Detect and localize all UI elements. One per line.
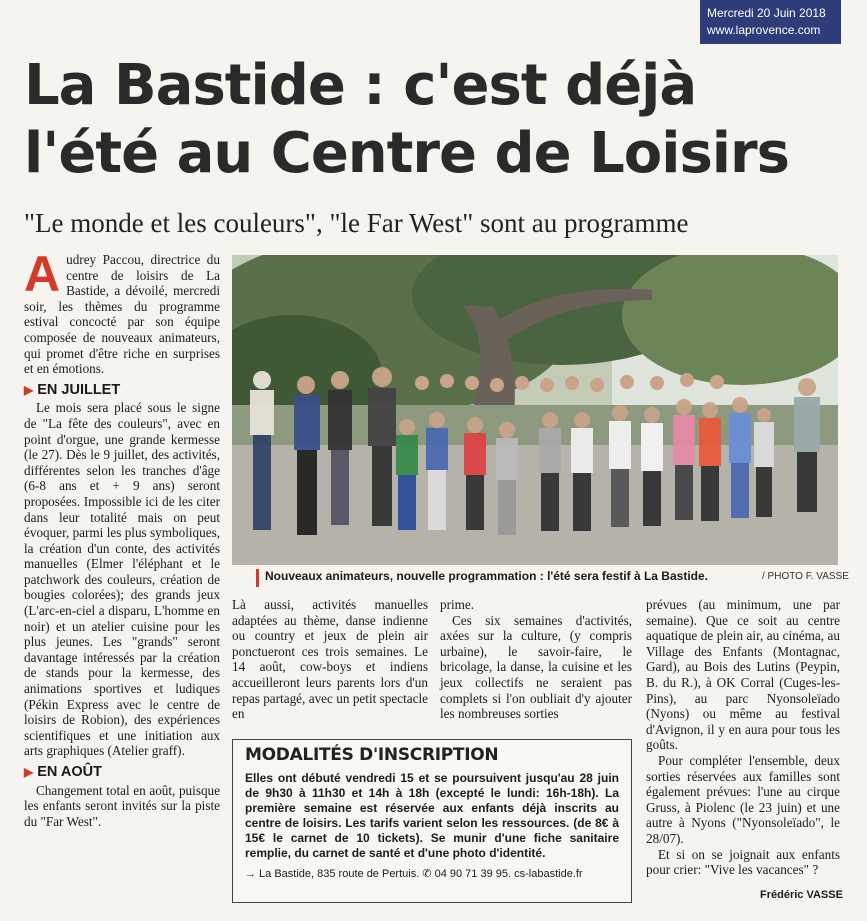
photo-caption: Nouveaux animateurs, nouvelle programmation : l'été sera festif à La Bastide. [256,569,838,587]
col3-paragraph: prime. [440,597,475,612]
col2-paragraph: Là aussi, activités manuelles adaptées au thème, danse indienne ou country et jeux de plein air ponctueront ces trois semaines. Le 14 août, cow-boys et indiens accueilleront leurs parents lors d'un repas partagé, avec un petit spectacle en [232,597,428,722]
col4-paragraph-3: Et si on se joignait aux enfants pour crier: "Vive les vacances" ? [646,846,840,878]
article-column-1 [24,246,220,829]
intro-paragraph [24,246,220,377]
section-heading-juillet [24,383,220,399]
triangle-bullet-icon: ▶ [24,382,34,397]
section-heading-aout [24,765,220,781]
website-link[interactable]: www.laprovence.com [707,23,821,37]
group-photo [232,255,838,565]
dateline-badge [700,0,841,44]
article-subheadline: "Le monde et les couleurs", "le Far West" sont au programme [24,208,689,238]
juillet-paragraph: Le mois sera placé sous le signe de "La fête des couleurs", avec en point d'orgue, une grande kermesse (le 27). Dès le 9 juillet, des activités, différentes selon les tranches d'âge (6-8 ans et + 9 ans) seront proposées. Impossible ici de les citer dans leur totalité mais on peut évoquer, parmi les plus symboliques, la création d'un conte, des activités manuelles (Elmer l'éléphant et le patchwork des couleurs, création de bougies colorées); des grands jeux (L'arc-en-ciel a disparu, L'homme en noir) et un atelier cuisine pour les plus jeunes. Les "grands" seront davantage intéressés par la création de stands pour la kermesse, des animations sportives et ludiques (Pékin Express avec le centre de loisirs de Robion), des expériences scientifiques et une initiation aux arts graphiques (Atelier graff). [24,400,220,759]
inscription-text: Elles ont débuté vendredi 15 et se poursuivent jusqu'au 28 juin de 9h30 à 11h30 et 14h à 18h (excepté le lundi: 16h-18h). La première semaine est réservée aux enfants déjà inscrits au centre de loisirs. Les tarifs varient selon les ressources. (de 8€ à 15€ le carnet de 10 tickets). Se munir d'une fiche sanitaire remplie, du carnet de santé et d'une photo d'identité. [245,771,619,860]
col3-paragraph-2: Ces six semaines d'activités, axées sur la culture, (y compris urbaine), le savoir-faire, le bricolage, la danse, la cuisine et les jeux collectifs ne seraient pas complets si l'on oubliait d'y ajouter les nombreuses sorties [440,612,632,722]
article-column-3 [440,597,632,722]
section-heading-label: EN JUILLET [37,381,121,398]
photo-credit: / PHOTO F. VASSE [762,571,849,582]
aout-paragraph: Changement total en août, puisque les enfants seront invités sur la piste du "Far West". [24,782,220,829]
group-photo-illustration [232,255,838,565]
publication-date: Mercredi 20 Juin 2018 [707,6,826,20]
intro-text: udrey Paccou, directrice du centre de loisirs de La Bastide, a dévoilé, mercredi soir, les thèmes du programme estival concocté par son équipe composée de nouveaux animateurs, qui promet d'être riche en surprises et en émotions. [24,252,220,377]
triangle-bullet-icon: ▶ [24,765,34,779]
col4-paragraph: prévues (au minimum, une par semaine). Que ce soit au centre aquatique de plein air, au cinéma, au Village des Enfants (Montagnac, Gard), au Bois des Lutins (Peypin, B. du R.), à OK Corral (Cuges-les-Pins), au parc Nyonsoleïado (Nyons) ou même au festival d'Avignon, il y en aura pour tous les goûts. [646,597,840,753]
article-column-4 [646,597,840,878]
section-heading-label: EN AOÛT [37,764,102,780]
inscription-title: MODALITÉS D'INSCRIPTION [245,745,499,765]
article-author: Frédéric VASSE [760,889,843,901]
article-headline: La Bastide : c'est déjà l'été au Centre de Loisirs [24,53,789,186]
col4-paragraph-2: Pour compléter l'ensemble, deux sorties réservées aux familles sont également prévues: l'une au cirque Gruss, à Piolenc (le 23 juin) et une autre à Nyons ("Nyonsoleïado", le 28/07). [646,752,840,846]
inscription-contact: → La Bastide, 835 route de Pertuis. ✆ 04 90 71 39 95. cs-labastide.fr [245,868,583,880]
article-column-2 [232,597,428,722]
dropcap: A [24,246,61,302]
inscription-box [232,739,632,903]
